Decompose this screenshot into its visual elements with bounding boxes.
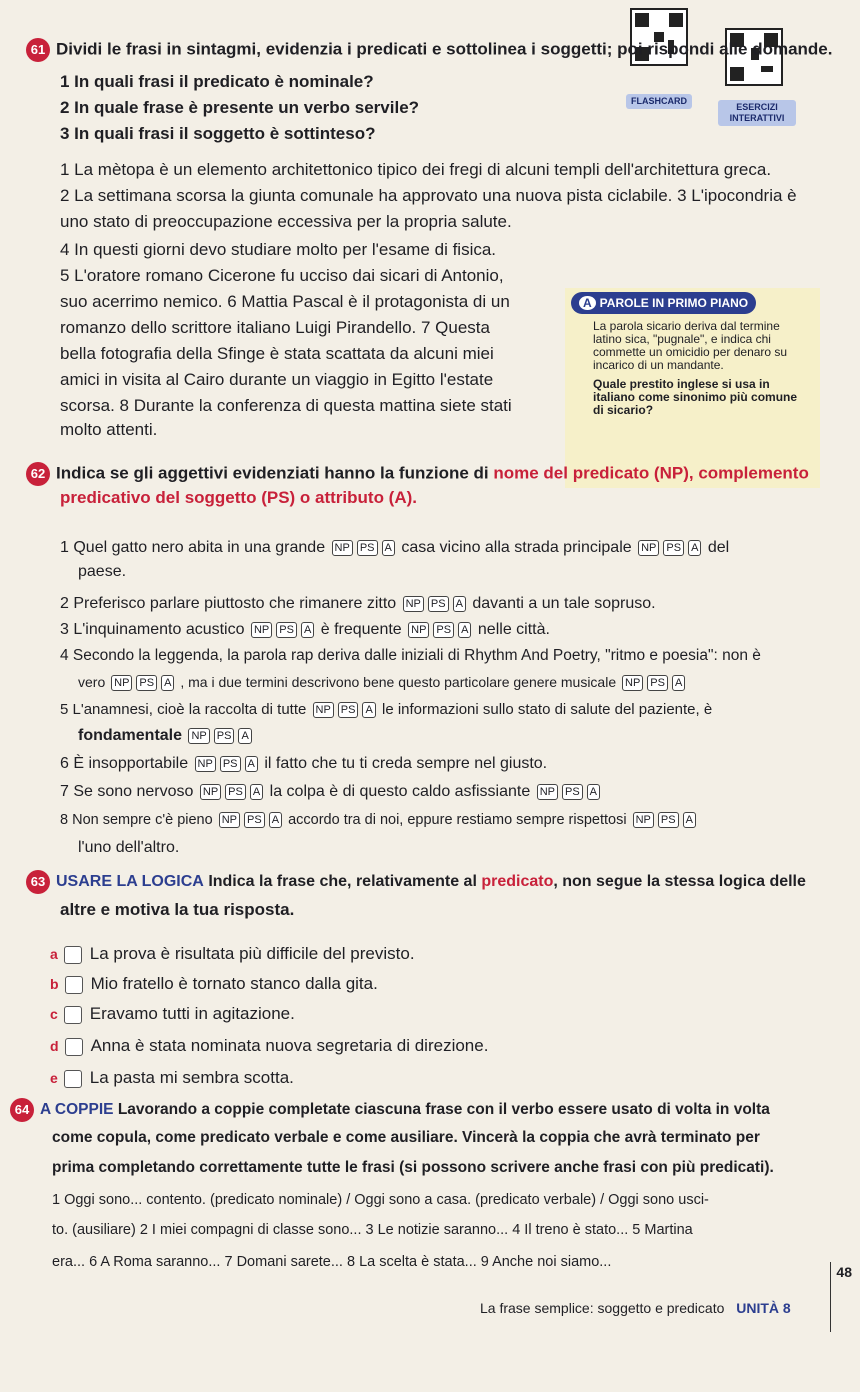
ex62-instruction: 62 Indica se gli aggettivi evidenziati hanno la funzione di nome del predicato (NP), complemento: [26, 462, 809, 486]
ex63-option-d[interactable]: d Anna è stata nominata nuova segretaria di direzione.: [50, 1036, 489, 1055]
checkbox[interactable]: [64, 1006, 82, 1024]
ps-box[interactable]: PS: [244, 812, 265, 828]
ex64-line-2: come copula, come predicato verbale e come ausiliare. Vincerà la coppia che avrà terminato per: [52, 1129, 760, 1146]
np-box[interactable]: NP: [332, 540, 353, 556]
ex64-number: 64: [10, 1098, 34, 1122]
sidebox-paragraph-2: Quale prestito inglese si usa in italiano come sinonimo più comune di sicario?: [593, 377, 798, 417]
ex64-line-4: 1 Oggi sono... contento. (predicato nominale) / Oggi sono a casa. (predicato verbale) / Oggi sono usci-: [52, 1192, 709, 1208]
ex62-item-4-cont: vero NP PS A , ma i due termini descrivono bene questo particolare genere musicale NP PS A: [78, 672, 687, 692]
ex61-text-line: 5 L'oratore romano Cicerone fu ucciso dai sicari di Antonio,: [60, 266, 504, 285]
np-box[interactable]: NP: [219, 812, 240, 828]
ex62-item-5-cont: fondamentale NP PS A: [78, 726, 254, 746]
page-number: 48: [836, 1264, 852, 1280]
sidebox-header: A PAROLE IN PRIMO PIANO: [571, 292, 756, 314]
a-box[interactable]: A: [250, 784, 263, 800]
a-box[interactable]: A: [161, 675, 174, 691]
ex61-text-line: suo acerrimo nemico. 6 Mattia Pascal è il protagonista di un: [60, 292, 510, 311]
ex62-item-8: 8 Non sempre c'è pieno NP PS A accordo tra di noi, eppure restiamo sempre rispettosi NP PS A: [60, 810, 698, 830]
ex61-text-line: romanzo dello scrittore italiano Luigi Pirandello. 7 Questa: [60, 318, 490, 337]
ex61-question-2: 2 In quale frase è presente un verbo servile?: [60, 98, 420, 117]
checkbox[interactable]: [64, 1070, 82, 1088]
np-box[interactable]: NP: [622, 675, 643, 691]
ex61-text-line: molto attenti.: [60, 420, 158, 439]
ps-box[interactable]: PS: [663, 540, 684, 556]
ex62-instruction-2: predicativo del soggetto (PS) o attributo (A).: [60, 488, 417, 507]
ex63-instruction: 63 USARE LA LOGICA Indica la frase che, relativamente al predicato, non segue la stessa logica delle: [26, 870, 806, 894]
ps-box[interactable]: PS: [428, 596, 449, 612]
a-box[interactable]: A: [688, 540, 701, 556]
ps-box[interactable]: PS: [338, 702, 359, 718]
ps-box[interactable]: PS: [658, 812, 679, 828]
np-box[interactable]: NP: [633, 812, 654, 828]
a-box[interactable]: A: [362, 702, 375, 718]
a-box[interactable]: A: [245, 756, 258, 772]
a-box[interactable]: A: [269, 812, 282, 828]
esercizi-tag: ESERCIZI INTERATTIVI: [718, 100, 796, 126]
ex62-number: 62: [26, 462, 50, 486]
ex61-text-line: bella fotografia della Sfinge è stata scattata da alcuni miei: [60, 344, 494, 363]
a-box[interactable]: A: [672, 675, 685, 691]
ex64-line-6: era... 6 A Roma saranno... 7 Domani sarete... 8 La scelta è stata... 9 Anche noi siamo...: [52, 1254, 612, 1270]
ex64-line-1: 64 A COPPIE Lavorando a coppie completate ciascuna frase con il verbo essere usato di volta in volta: [10, 1098, 770, 1122]
a-box[interactable]: A: [458, 622, 471, 638]
ps-box[interactable]: PS: [562, 784, 583, 800]
ps-box[interactable]: PS: [220, 756, 241, 772]
a-box[interactable]: A: [683, 812, 696, 828]
ps-box[interactable]: PS: [136, 675, 157, 691]
ex61-text-line: 4 In questi giorni devo studiare molto per l'esame di fisica.: [60, 240, 497, 259]
ex63-instruction-2: altre e motiva la tua risposta.: [60, 900, 295, 919]
ps-box[interactable]: PS: [276, 622, 297, 638]
ps-box[interactable]: PS: [357, 540, 378, 556]
flashcard-tag: FLASHCARD: [626, 94, 692, 109]
checkbox[interactable]: [64, 946, 82, 964]
ex62-item-6: 6 È insopportabile NP PS A il fatto che tu ti creda sempre nel giusto.: [60, 755, 548, 772]
np-box[interactable]: NP: [313, 702, 334, 718]
ex61-question-3: 3 In quali frasi il soggetto è sottinteso?: [60, 124, 376, 143]
ex61-text-line: amici in visita al Cairo durante un viaggio in Egitto l'estate: [60, 370, 494, 389]
np-box[interactable]: NP: [200, 784, 221, 800]
ps-box[interactable]: PS: [433, 622, 454, 638]
ex64-line-5: to. (ausiliare) 2 I miei compagni di classe sono... 3 Le notizie saranno... 4 Il treno è stato... 5 Martina: [52, 1222, 693, 1238]
ex61-text-line: 2 La settimana scorsa la giunta comunale ha approvato una nuova pista ciclabile. 3 L'ipocondria è: [60, 186, 797, 205]
np-box[interactable]: NP: [111, 675, 132, 691]
np-box[interactable]: NP: [408, 622, 429, 638]
np-box[interactable]: NP: [403, 596, 424, 612]
checkbox[interactable]: [65, 976, 83, 994]
a-box[interactable]: A: [238, 728, 251, 744]
a-box[interactable]: A: [587, 784, 600, 800]
ex63-option-b[interactable]: b Mio fratello è tornato stanco dalla gita.: [50, 974, 378, 993]
ex62-item-8-cont: l'uno dell'altro.: [78, 839, 180, 856]
ex63-option-e[interactable]: e La pasta mi sembra scotta.: [50, 1068, 294, 1087]
sidebox-paragraph-1: La parola sicario deriva dal termine latino sica, "pugnale", e indica chi commette un omicidio per denaro su incarico di un mandante.: [593, 319, 788, 372]
a-box[interactable]: A: [301, 622, 314, 638]
ex61-text-line: uno stato di preoccupazione eccessiva per la propria salute.: [60, 212, 512, 231]
ex62-item-5: 5 L'anamnesi, cioè la raccolta di tutte NP PS A le informazioni sullo stato di salute del paziente, è: [60, 701, 713, 718]
np-box[interactable]: NP: [188, 728, 209, 744]
ex61-text-line: scorsa. 8 Durante la conferenza di questa mattina siete stati: [60, 396, 512, 415]
ps-box[interactable]: PS: [214, 728, 235, 744]
footer-running-title: La frase semplice: soggetto e predicato UNITÀ 8: [480, 1300, 791, 1316]
ex61-number: 61: [26, 38, 50, 62]
ex62-item-4: 4 Secondo la leggenda, la parola rap deriva dalle iniziali di Rhythm And Poetry, "ritmo e poesia": non è: [60, 647, 761, 664]
np-box[interactable]: NP: [251, 622, 272, 638]
ps-box[interactable]: PS: [647, 675, 668, 691]
checkbox[interactable]: [65, 1038, 83, 1056]
a-box[interactable]: A: [453, 596, 466, 612]
ex61-text-line: 1 La mètopa è un elemento architettonico tipico dei fregi di alcuni templi dell'architettura greca.: [60, 160, 772, 179]
ex63-option-a[interactable]: a La prova è risultata più difficile del previsto.: [50, 944, 415, 963]
ex62-item-1: 1 Quel gatto nero abita in una grande NP PS A casa vicino alla strada principale NP PS A del: [60, 539, 730, 556]
ex62-item-2: 2 Preferisco parlare piuttosto che rimanere zitto NP PS A davanti a un tale sopruso.: [60, 595, 656, 612]
np-box[interactable]: NP: [195, 756, 216, 772]
ex61-instruction: 61 Dividi le frasi in sintagmi, evidenzia i predicati e sottolinea i soggetti; poi rispondi alle domande.: [26, 38, 832, 62]
np-box[interactable]: NP: [537, 784, 558, 800]
ex62-item-7: 7 Se sono nervoso NP PS A la colpa è di questo caldo asfissiante NP PS A: [60, 782, 602, 802]
parole-in-primo-piano-box: [565, 288, 820, 488]
np-box[interactable]: NP: [638, 540, 659, 556]
ex61-question-1: 1 In quali frasi il predicato è nominale?: [60, 72, 374, 91]
ex64-line-3: prima completando correttamente tutte le frasi (si possono scrivere anche frasi con più predicati).: [52, 1159, 774, 1176]
a-box[interactable]: A: [382, 540, 395, 556]
ex62-item-3: 3 L'inquinamento acustico NP PS A è frequente NP PS A nelle città.: [60, 621, 550, 638]
ex63-option-c[interactable]: c Eravamo tutti in agitazione.: [50, 1004, 295, 1023]
footer-divider: [830, 1262, 831, 1332]
ps-box[interactable]: PS: [225, 784, 246, 800]
ex63-number: 63: [26, 870, 50, 894]
ex62-item-1-cont: paese.: [78, 563, 127, 580]
